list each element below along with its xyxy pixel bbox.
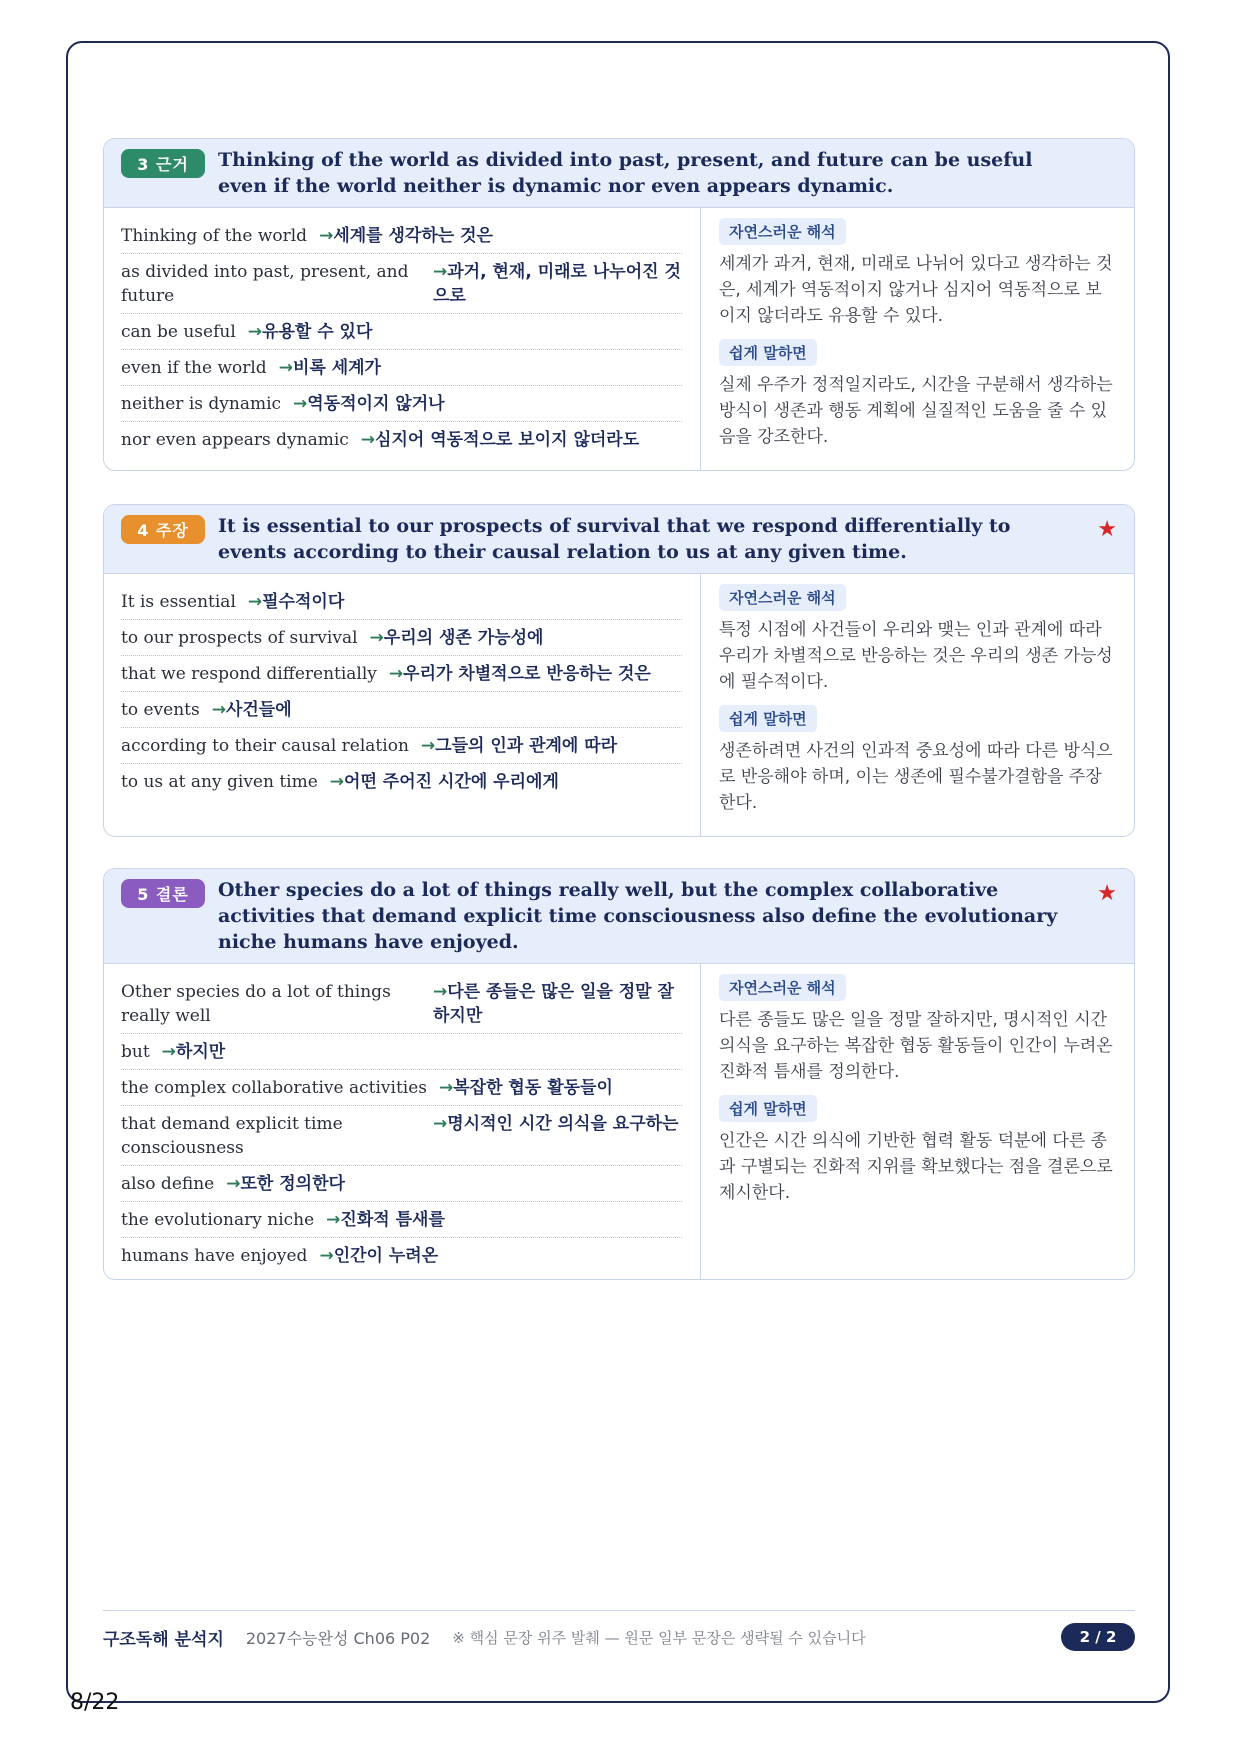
simple-explanation: 생존하려면 사건의 인과적 중요성에 따라 다른 방식으로 반응해야 하며, 이는 생존에 필수불가결함을 주장한다. [719, 741, 1113, 813]
chunk-row [121, 1034, 682, 1070]
natural-translation-tag: 자연스러운 해석 [719, 218, 846, 245]
chunk-korean: →복잡한 협동 활동들이 [439, 1078, 613, 1098]
chunk-row [121, 314, 682, 350]
chunk-english: that we respond differentially [121, 664, 377, 684]
key-sentence: Other species do a lot of things really well, but the complex collaborative activities that demand explicit time consciousness also define the evolutionary niche humans have enjoyed. [218, 879, 1058, 953]
arrow-icon: → [211, 700, 226, 720]
chunk-row [121, 1166, 682, 1202]
section-badge: 4 주장 [121, 515, 205, 544]
chunk-korean: →우리가 차별적으로 반응하는 것은 [388, 664, 651, 684]
footer [103, 1620, 1135, 1654]
chunk-korean: →심지어 역동적으로 보이지 않더라도 [360, 430, 640, 450]
natural-translation-tag: 자연스러운 해석 [719, 974, 846, 1001]
chunk-english: to our prospects of survival [121, 628, 358, 648]
chunk-english: nor even appears dynamic [121, 430, 349, 450]
section-badge: 5 결론 [121, 879, 205, 908]
arrow-icon: → [247, 322, 263, 342]
section-header [104, 139, 1134, 208]
chunk-korean: →필수적이다 [247, 592, 345, 612]
arrow-icon: → [326, 1210, 341, 1230]
chunk-english: but [121, 1042, 150, 1062]
chunk-english: to events [121, 700, 200, 720]
arrow-icon: → [293, 394, 308, 414]
chunk-korean: →우리의 생존 가능성에 [369, 628, 544, 648]
key-sentence: It is essential to our prospects of survival that we respond differentially to events according to their causal relation to us at any given time. [218, 515, 1011, 563]
chunk-row [121, 350, 682, 386]
chunk-korean: →또한 정의한다 [226, 1174, 345, 1194]
section-header [104, 505, 1134, 574]
arrow-icon: → [369, 628, 384, 648]
natural-translation: 다른 종들도 많은 일을 정말 잘하지만, 명시적인 시간 의식을 요구하는 복잡한 협동 활동들이 인간이 누려온 진화적 틈새를 정의한다. [719, 1010, 1113, 1082]
chunk-korean: →진화적 틈새를 [326, 1210, 445, 1230]
chunk-korean: →인간이 누려온 [319, 1246, 439, 1266]
interpretation-panel [701, 964, 1134, 1279]
chunk-row [121, 1070, 682, 1106]
natural-translation-tag: 자연스러운 해석 [719, 584, 846, 611]
chunk-row [121, 1202, 682, 1238]
chunk-english: that demand explicit time consciousness [121, 1114, 343, 1158]
chunk-korean: →명시적인 시간 의식을 요구하는 [433, 1114, 679, 1134]
chunk-row [121, 584, 682, 620]
simple-explanation: 인간은 시간 의식에 기반한 협력 활동 덕분에 다른 종과 구별되는 진화적 지위를 확보했다는 점을 결론으로 제시한다. [719, 1131, 1113, 1203]
arrow-icon: → [161, 1042, 176, 1062]
star-icon: ★ [1097, 881, 1117, 906]
chunk-korean: →유용할 수 있다 [247, 322, 373, 342]
chunk-row [121, 728, 682, 764]
arrow-icon: → [319, 1246, 334, 1266]
simple-explanation-tag: 쉽게 말하면 [719, 339, 817, 366]
chunk-row [121, 218, 682, 254]
arrow-icon: → [433, 1114, 448, 1134]
star-icon: ★ [1097, 517, 1117, 542]
chunk-list [104, 964, 701, 1279]
interpretation-panel [701, 208, 1134, 470]
chunk-row [121, 692, 682, 728]
chunk-english: according to their causal relation [121, 736, 409, 756]
arrow-icon: → [329, 772, 345, 792]
footer-source-code: 2027수능완성 Ch06 P02 [245, 1628, 431, 1648]
chunk-korean: →그들의 인과 관계에 따라 [420, 736, 618, 756]
chunk-english: even if the world [121, 358, 267, 378]
chunk-korean: →비록 세계가 [278, 358, 381, 378]
chunk-row [121, 1238, 682, 1273]
arrow-icon: → [226, 1174, 241, 1194]
natural-translation: 세계가 과거, 현재, 미래로 나뉘어 있다고 생각하는 것은, 세계가 역동적이지 않거나 심지어 역동적으로 보이지 않더라도 유용할 수 있다. [719, 254, 1113, 326]
chunk-english: also define [121, 1174, 215, 1194]
arrow-icon: → [319, 226, 334, 246]
arrow-icon: → [433, 982, 448, 1002]
simple-explanation: 실제 우주가 정적일지라도, 시간을 구분해서 생각하는 방식이 생존과 행동 계획에 실질적인 도움을 줄 수 있음을 강조한다. [719, 375, 1113, 447]
chunk-korean: →사건들에 [211, 700, 292, 720]
chunk-english: as divided into past, present, and future [121, 262, 409, 306]
chunk-english: the evolutionary niche [121, 1210, 315, 1230]
section-5-conclusion [103, 868, 1135, 1280]
arrow-icon: → [420, 736, 436, 756]
section-badge: 3 근거 [121, 149, 205, 178]
arrow-icon: → [388, 664, 404, 684]
chunk-english: It is essential [121, 592, 236, 612]
section-header [104, 869, 1134, 964]
chunk-row [121, 422, 682, 457]
arrow-icon: → [247, 592, 263, 612]
chunk-korean: →역동적이지 않거나 [293, 394, 445, 414]
arrow-icon: → [439, 1078, 454, 1098]
chunk-korean: →세계를 생각하는 것은 [319, 226, 493, 246]
chunk-korean: →과거, 현재, 미래로 나누어진 것으로 [433, 262, 681, 306]
chunk-korean: →어떤 주어진 시간에 우리에게 [329, 772, 559, 792]
chunk-row [121, 974, 682, 1034]
chunk-english: humans have enjoyed [121, 1246, 308, 1266]
simple-explanation-tag: 쉽게 말하면 [719, 705, 817, 732]
chunk-row [121, 620, 682, 656]
chunk-row [121, 764, 682, 799]
chunk-english: neither is dynamic [121, 394, 282, 414]
footer-title: 구조독해 분석지 [103, 1629, 224, 1650]
chunk-korean: →하지만 [161, 1042, 226, 1062]
chunk-row [121, 254, 682, 314]
chunk-english: Thinking of the world [121, 226, 308, 246]
simple-explanation-tag: 쉽게 말하면 [719, 1095, 817, 1122]
chunk-english: to us at any given time [121, 772, 318, 792]
chunk-list [104, 208, 701, 470]
chunk-row [121, 386, 682, 422]
interpretation-panel [701, 574, 1134, 836]
chunk-row [121, 656, 682, 692]
section-3-evidence [103, 138, 1135, 471]
chunk-english: can be useful [121, 322, 236, 342]
footer-note: ※ 핵심 문장 위주 발췌 — 원문 일부 문장은 생략될 수 있습니다 [452, 1628, 866, 1647]
arrow-icon: → [278, 358, 293, 378]
chunk-korean: →다른 종들은 많은 일을 정말 잘하지만 [433, 982, 674, 1026]
footer-divider [103, 1610, 1135, 1611]
natural-translation: 특정 시점에 사건들이 우리와 맺는 인과 관계에 따라 우리가 차별적으로 반응하는 것은 우리의 생존 가능성에 필수적이다. [719, 620, 1113, 692]
section-4-claim [103, 504, 1135, 837]
page-number: 8/22 [70, 1690, 120, 1715]
footer-page-badge: 2 / 2 [1061, 1623, 1135, 1651]
chunk-list [104, 574, 701, 836]
chunk-english: Other species do a lot of things really well [121, 982, 391, 1026]
chunk-row [121, 1106, 682, 1166]
arrow-icon: → [360, 430, 376, 450]
arrow-icon: → [433, 262, 448, 282]
chunk-english: the complex collaborative activities [121, 1078, 427, 1098]
key-sentence: Thinking of the world as divided into past, present, and future can be useful even if the world neither is dynamic nor even appears dynamic. [218, 149, 1033, 197]
